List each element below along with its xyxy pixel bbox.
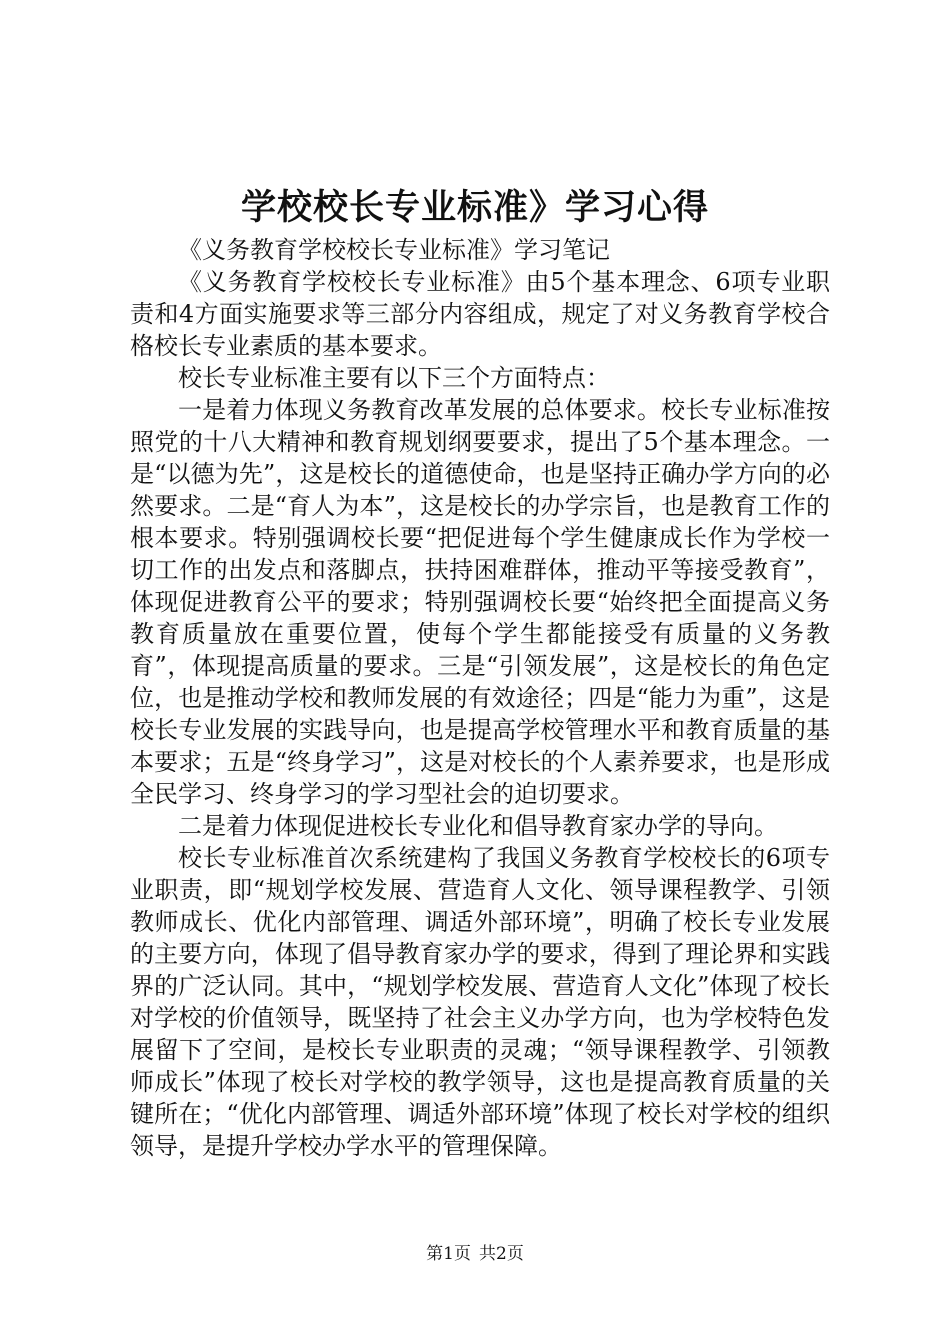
paragraph-feature-two: 二是着力体现促进校长专业化和倡导教育家办学的导向。 xyxy=(178,812,778,840)
paragraph-subtitle: 《义务教育学校校长专业标准》学习笔记 xyxy=(178,236,610,264)
page-total: 共2页 xyxy=(479,1244,524,1264)
paragraph-overview: 《义务教育学校校长专业标准》由5个基本理念、6项专业职责和4方面实施要求等三部分内容组成，规定了对义务教育学校合格校长专业素质的基本要求。 xyxy=(130,268,830,360)
page-footer xyxy=(0,1242,950,1266)
page-number: 第1页 xyxy=(426,1244,471,1264)
paragraph-feature-one: 一是着力体现义务教育改革发展的总体要求。校长专业标准按照党的十八大精神和教育规划纲要要求，提出了5个基本理念。一是“以德为先”，这是校长的道德使命，也是坚持正确办学方向的必然要求。二是“育人为本”，这是校长的办学宗旨，也是教育工作的根本要求。特别强调校长要“把促进每个学生健康成长作为学校一切工作的出发点和落脚点，扶持困难群体，推动平等接受教育”，体现促进教育公平的要求；特别强调校长要“始终把全面提高义务教育质量放在重要位置，使每个学生都能接受有质量的义务教育”，体现提高质量的要求。三是“引领发展”，这是校长的角色定位，也是推动学校和教师发展的有效途径；四是“能力为重”，这是校长专业发展的实践导向，也是提高学校管理水平和教育质量的基本要求；五是“终身学习”，这是对校长的个人素养要求，也是形成全民学习、终身学习的学习型社会的迫切要求。 xyxy=(130,396,830,808)
document-title: 学校校长专业标准》学习心得 xyxy=(240,187,709,228)
paragraph-duties: 校长专业标准首次系统建构了我国义务教育学校校长的6项专业职责，即“规划学校发展、营造育人文化、领导课程教学、引领教师成长、优化内部管理、调适外部环境”，明确了校长专业发展的主要方向，体现了倡导教育家办学的要求，得到了理论界和实践界的广泛认同。其中，“规划学校发展、营造育人文化”体现了校长对学校的价值领导，既坚持了社会主义办学方向，也为学校特色发展留下了空间，是校长专业职责的灵魂；“领导课程教学、引领教师成长”体现了校长对学校的教学领导，这也是提高教育质量的关键所在；“优化内部管理、调适外部环境”体现了校长对学校的组织领导，是提升学校办学水平的管理保障。 xyxy=(130,844,830,1160)
paragraph-features-intro: 校长专业标准主要有以下三个方面特点： xyxy=(178,364,610,392)
document-body xyxy=(130,234,830,1162)
